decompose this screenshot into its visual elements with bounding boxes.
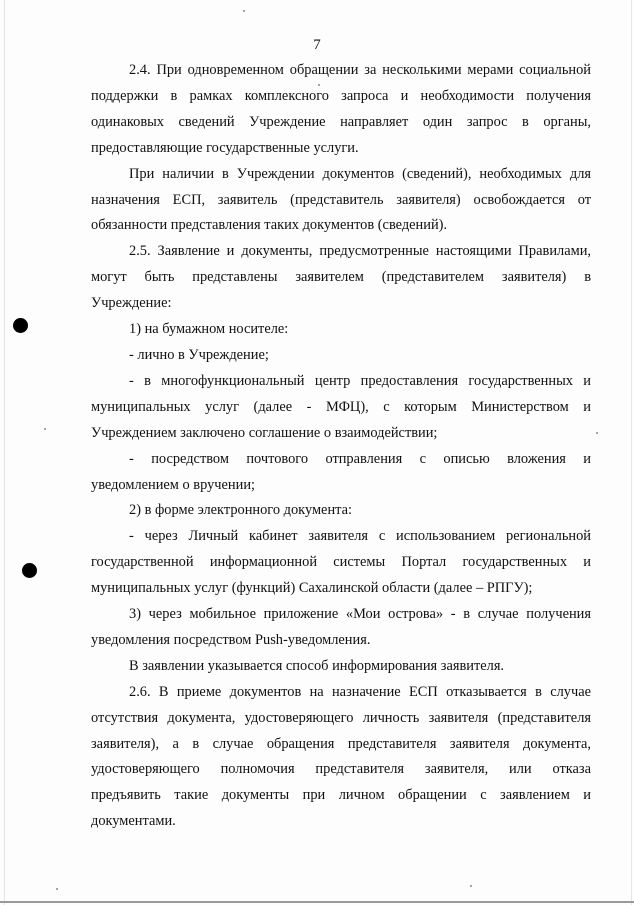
text-line: При наличии в Учреждении документов (сведений), необходимых для [129,165,591,182]
scan-speck [470,885,472,887]
text-line: удостоверяющего полномочия представителя заявителя, или отказа [91,761,591,778]
scan-edge-line [631,0,632,905]
text-line: - через Личный кабинет заявителя с использованием региональной [129,528,591,545]
text-line: 2.4. При одновременном обращении за несколькими мерами социальной [129,62,591,78]
scan-bottom-edge [0,901,634,903]
text-line: - посредством почтового отправления с описью вложения и [129,450,591,467]
text-line: отсутствия документа, удостоверяющего личность заявителя (представителя [91,709,591,726]
paragraph-paper-form [91,317,591,343]
text-line: предъявить такие документы при личном обращении с заявлением и [91,787,591,804]
text-line: Учреждение: [91,295,172,312]
document-body [91,58,591,835]
text-line: 3) через мобильное приложение «Мои острова» - в случае получения [129,606,591,623]
binder-hole-mark [22,563,37,578]
text-line: Учреждением заключено соглашение о взаимодействии; [91,424,438,441]
scan-speck [56,888,58,890]
text-line: назначения ЕСП, заявитель (представитель заявителя) освобождается от [91,191,591,208]
scan-speck [318,84,320,86]
paragraph-notification-method [91,654,591,680]
text-line: 2.5. Заявление и документы, предусмотренные настоящими Правилами, [129,243,591,260]
text-line: уведомлением о вручении; [91,476,256,493]
scan-edge-line [4,0,5,905]
text-line: 1) на бумажном носителе: [129,321,289,338]
text-line: заявителя), а в случае обращения представителя заявителя документа, [91,735,591,752]
scan-speck [44,428,46,430]
paragraph-2-6 [91,680,591,835]
paragraph-mfc [91,369,591,447]
text-line: предоставляющие государственные услуги. [91,139,359,156]
text-line: уведомления посредством Push-уведомления. [91,631,371,648]
paragraph-personal-cabinet [91,524,591,602]
binder-hole-mark [13,318,28,333]
paragraph-in-person [91,343,591,369]
page-number: 7 [313,37,321,53]
text-line: - в многофункциональный центр предоставления государственных и [129,372,591,389]
text-line: государственной информационной системы Портал государственных и [91,554,591,571]
paragraph-2-5 [91,239,591,317]
scan-speck [596,432,598,434]
paragraph-documents-available [91,162,591,240]
paragraph-electronic-form [91,498,591,524]
text-line: 2) в форме электронного документа: [129,502,352,519]
text-line: поддержки в рамках комплексного запроса и необходимости получения [91,87,591,104]
paragraph-mobile-app [91,602,591,654]
text-line: могут быть представлены заявителем (представителем заявителя) в [91,269,591,286]
text-line: муниципальных услуг (далее - МФЦ), с которым Министерством и [91,398,591,415]
text-line: 2.6. В приеме документов на назначение ЕСП отказывается в случае [129,683,591,700]
text-line: - лично в Учреждение; [129,346,269,363]
scan-speck [243,10,245,12]
paragraph-2-4 [91,58,591,162]
paragraph-postal [91,447,591,499]
text-line: одинаковых сведений Учреждение направляет один запрос в органы, [91,113,591,130]
text-line: муниципальных услуг (функций) Сахалинской области (далее – РПГУ); [91,580,533,597]
text-line: В заявлении указывается способ информирования заявителя. [129,657,505,674]
text-line: документами. [91,813,176,830]
text-line: обязанности представления таких документов (сведений). [91,217,448,234]
